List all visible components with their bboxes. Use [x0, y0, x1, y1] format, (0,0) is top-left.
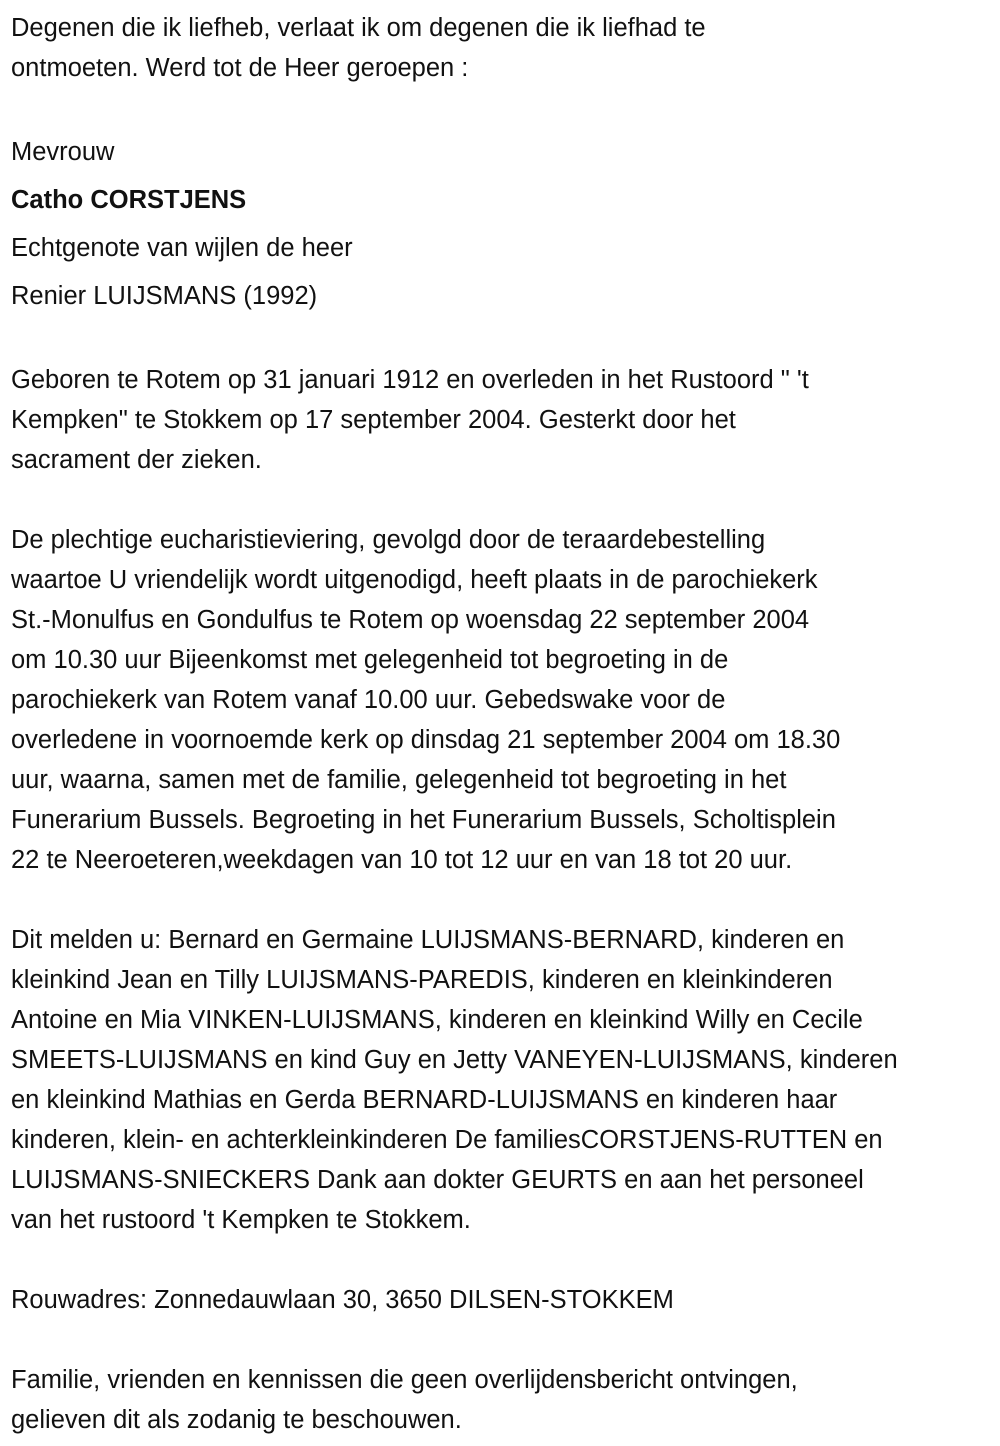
mourning-address: Rouwadres: Zonnedauwlaan 30, 3650 DILSEN-STOKKEM: [11, 1286, 674, 1314]
text-line: De plechtige eucharistieviering, gevolgd door de teraardebestelling: [11, 526, 766, 554]
text-line: ontmoeten. Werd tot de Heer geroepen :: [11, 54, 469, 82]
text-line: Degenen die ik liefheb, verlaat ik om degenen die ik liefhad te: [11, 14, 706, 42]
text-line: kinderen, klein- en achterkleinkinderen De familiesCORSTJENS-RUTTEN en: [11, 1126, 883, 1154]
spouse-line: Renier LUIJSMANS (1992): [11, 282, 318, 310]
text-line: om 10.30 uur Bijeenkomst met gelegenheid tot begroeting in de: [11, 646, 729, 674]
text-line: overledene in voornoemde kerk op dinsdag 21 september 2004 om 18.30: [11, 726, 841, 754]
ceremony-paragraph: [11, 520, 1000, 880]
closing-paragraph: [11, 1360, 1000, 1440]
text-line: SMEETS-LUIJSMANS en kind Guy en Jetty VANEYEN-LUIJSMANS, kinderen: [11, 1046, 898, 1074]
text-line: en kleinkind Mathias en Gerda BERNARD-LUIJSMANS en kinderen haar: [11, 1086, 838, 1114]
text-line: van het rustoord 't Kempken te Stokkem.: [11, 1206, 471, 1234]
text-line: sacrament der zieken.: [11, 446, 262, 474]
deceased-name: Catho CORSTJENS: [11, 186, 247, 214]
text-line: uur, waarna, samen met de familie, gelegenheid tot begroeting in het: [11, 766, 787, 794]
text-line: Kempken" te Stokkem op 17 september 2004. Gesterkt door het: [11, 406, 736, 434]
text-line: Dit melden u: Bernard en Germaine LUIJSMANS-BERNARD, kinderen en: [11, 926, 845, 954]
text-line: Familie, vrienden en kennissen die geen overlijdensbericht ontvingen,: [11, 1366, 798, 1394]
family-paragraph: [11, 920, 1000, 1240]
text-line: St.-Monulfus en Gondulfus te Rotem op woensdag 22 september 2004: [11, 606, 810, 634]
deceased-block: [11, 128, 1000, 320]
text-line: Geboren te Rotem op 31 januari 1912 en overleden in het Rustoord " 't: [11, 366, 809, 394]
text-line: Funerarium Bussels. Begroeting in het Funerarium Bussels, Scholtisplein: [11, 806, 836, 834]
title-prefix: Mevrouw: [11, 138, 115, 166]
intro-paragraph: [11, 8, 1000, 88]
text-line: Antoine en Mia VINKEN-LUIJSMANS, kinderen en kleinkind Willy en Cecile: [11, 1006, 863, 1034]
text-line: 22 te Neeroeteren,weekdagen van 10 tot 12 uur en van 18 tot 20 uur.: [11, 846, 793, 874]
birth-death-paragraph: [11, 360, 1000, 480]
text-line: parochiekerk van Rotem vanaf 10.00 uur. Gebedswake voor de: [11, 686, 726, 714]
spouse-line: Echtgenote van wijlen de heer: [11, 234, 353, 262]
text-line: LUIJSMANS-SNIECKERS Dank aan dokter GEURTS en aan het personeel: [11, 1166, 864, 1194]
text-line: kleinkind Jean en Tilly LUIJSMANS-PAREDIS, kinderen en kleinkinderen: [11, 966, 833, 994]
text-line: waartoe U vriendelijk wordt uitgenodigd, heeft plaats in de parochiekerk: [11, 566, 818, 594]
obituary-document: [11, 8, 1000, 1440]
text-line: gelieven dit als zodanig te beschouwen.: [11, 1406, 462, 1434]
